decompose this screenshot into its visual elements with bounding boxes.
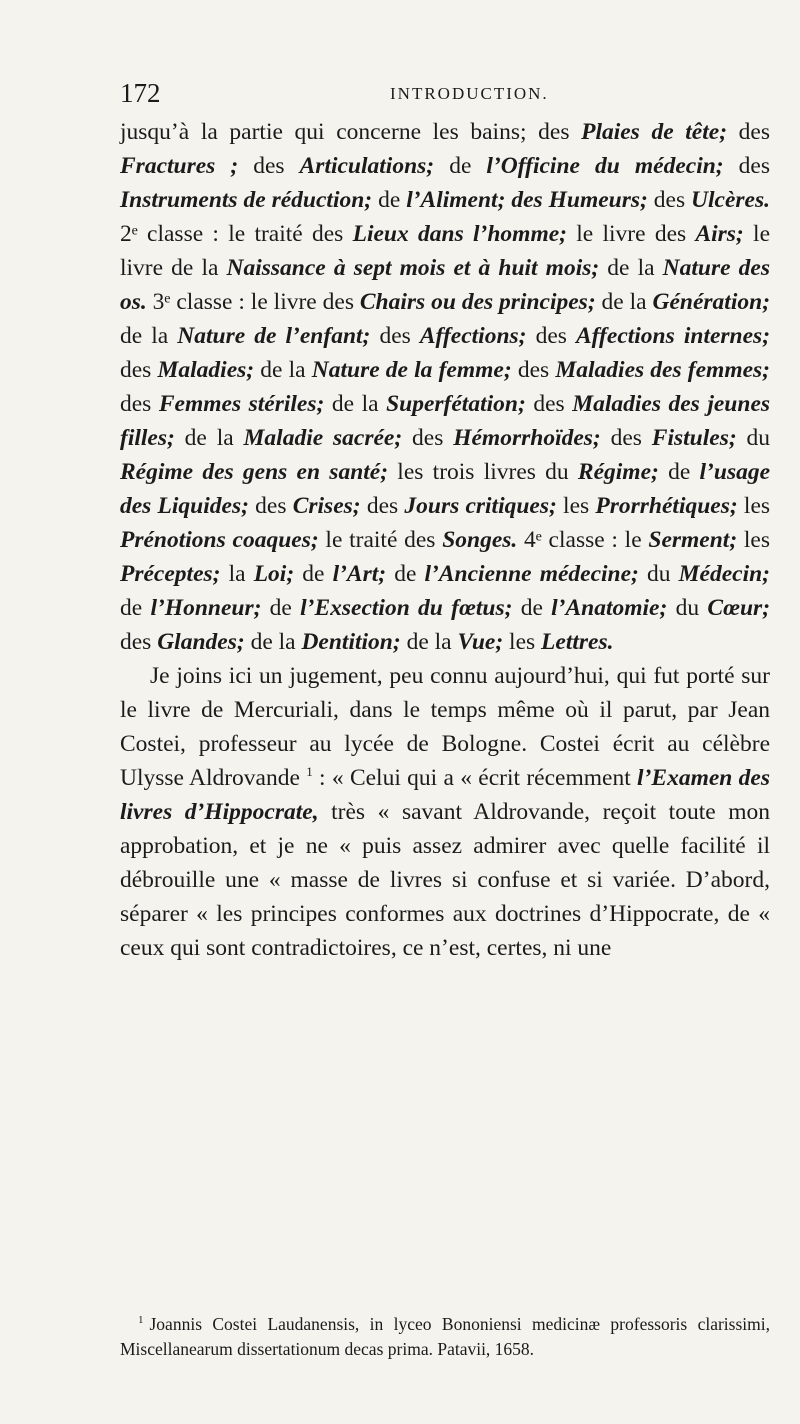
text-run: : « Celui qui a « écrit récemment: [312, 765, 638, 791]
text-run: des: [723, 153, 770, 179]
text-run: 2ᵉ classe : le traité des: [120, 221, 353, 247]
title-reference: Naissance à sept mois et à huit mois;: [226, 255, 600, 281]
title-reference: Fractures ;: [120, 153, 239, 179]
footnote-text: Joannis Costei Laudanensis, in lyceo Bononiensi medicinæ professoris clarissimi, Miscellanearum dissertationum decas prima. Patavii, 1658.: [120, 1313, 770, 1359]
text-run: de: [386, 561, 425, 587]
title-reference: Loi;: [253, 561, 295, 587]
title-reference: Articulations;: [299, 153, 435, 179]
text-run: le livre de la: [120, 221, 770, 281]
title-reference: l’Examen des livres d’Hippocrate,: [120, 765, 770, 825]
title-reference: Nature de la femme;: [311, 357, 512, 383]
title-reference: l’Aliment; des Humeurs;: [406, 187, 648, 213]
text-run: de la: [254, 357, 312, 383]
text-run: des: [120, 357, 158, 383]
text-run: Je joins ici un jugement, peu connu aujourd’hui, qui fut porté sur le livre de Mercuriali, dans le temps même où il parut, par Jean Costei, professeur au lycée de Bologne. Costei écrit au célèbre Ulysse Aldrovande: [120, 663, 770, 791]
title-reference: Chairs ou des principes;: [359, 289, 596, 315]
text-run: de: [120, 595, 151, 621]
title-reference: Affections;: [419, 323, 527, 349]
title-reference: Préceptes;: [120, 561, 221, 587]
text-run: des: [525, 391, 573, 417]
text-run: de: [658, 459, 700, 485]
footnote: [120, 1308, 770, 1362]
text-run: de la: [244, 629, 302, 655]
text-run: du: [736, 425, 771, 451]
title-reference: Hémorrhoïdes;: [453, 425, 601, 451]
title-reference: Maladies;: [157, 357, 255, 383]
title-reference: Régime;: [577, 459, 659, 485]
paragraph: [120, 115, 770, 659]
text-run: le traité des: [318, 527, 443, 553]
page-header: [120, 78, 760, 112]
text-run: de la: [400, 629, 458, 655]
text-run: les: [503, 629, 542, 655]
text-run: des: [370, 323, 420, 349]
text-run: de: [261, 595, 301, 621]
title-reference: Nature de l’enfant;: [177, 323, 371, 349]
title-reference: l’Honneur;: [150, 595, 262, 621]
page-number: 172: [120, 78, 161, 108]
text-run: très « savant Aldrovande, reçoit toute mon approbation, et je ne « puis assez admirer avec quelle facilité il débrouille une « masse de livres si confuse et si variée. D’abord, séparer « les principes conformes aux doctrines d’Hippocrate, de « ceux qui sont contradictoires, ce n’est, certes, ni une: [120, 799, 770, 961]
title-reference: Dentition;: [301, 629, 401, 655]
text-run: les: [737, 527, 771, 553]
text-run: des: [402, 425, 454, 451]
title-reference: Crises;: [292, 493, 361, 519]
text-run: les: [737, 493, 771, 519]
text-run: la: [220, 561, 254, 587]
text-run: de la: [324, 391, 387, 417]
title-reference: Ulcères.: [691, 187, 770, 213]
title-reference: Serment;: [648, 527, 738, 553]
text-run: du: [638, 561, 679, 587]
title-reference: Lieux dans l’homme;: [352, 221, 567, 247]
text-run: de la: [174, 425, 244, 451]
text-run: des: [120, 391, 159, 417]
title-reference: Affections internes;: [575, 323, 771, 349]
text-run: les: [556, 493, 596, 519]
text-run: des: [600, 425, 652, 451]
text-run: le livre des: [567, 221, 696, 247]
title-reference: Glandes;: [157, 629, 245, 655]
text-run: 3ᵉ classe : le livre des: [146, 289, 360, 315]
text-run: des: [248, 493, 293, 519]
title-reference: Nature des os.: [120, 255, 770, 315]
title-reference: Cœur;: [707, 595, 771, 621]
text-run: 4ᵉ classe : le: [517, 527, 649, 553]
title-reference: l’Anatomie;: [551, 595, 668, 621]
title-reference: Génération;: [652, 289, 771, 315]
title-reference: l’Officine du médecin;: [486, 153, 724, 179]
title-reference: l’usage des Liquides;: [120, 459, 771, 519]
text-run: les trois livres du: [388, 459, 578, 485]
text-run: de: [434, 153, 487, 179]
footnote-reference: 1: [306, 764, 313, 780]
title-reference: Songes.: [442, 527, 518, 553]
title-reference: Fistules;: [651, 425, 737, 451]
text-run: de la: [120, 323, 178, 349]
title-reference: Jours critiques;: [404, 493, 557, 519]
paragraph: [120, 659, 770, 965]
text-run: de la: [599, 255, 663, 281]
title-reference: Prénotions coaques;: [120, 527, 319, 553]
title-reference: Médecin;: [678, 561, 771, 587]
title-reference: l’Exsection du fœtus;: [300, 595, 513, 621]
title-reference: Superfétation;: [386, 391, 526, 417]
text-run: des: [238, 153, 300, 179]
title-reference: Vue;: [457, 629, 504, 655]
text-run: des: [511, 357, 556, 383]
title-reference: Prorrhétiques;: [595, 493, 738, 519]
title-reference: Instruments de réduction;: [120, 187, 373, 213]
text-run: des: [360, 493, 405, 519]
text-run: de la: [595, 289, 653, 315]
title-reference: Femmes stériles;: [158, 391, 325, 417]
footnote-marker: 1: [138, 1314, 144, 1326]
text-run: jusqu’à la partie qui concerne les bains; des: [120, 119, 582, 145]
text-run: de: [372, 187, 407, 213]
title-reference: Maladie sacrée;: [243, 425, 403, 451]
text-run: du: [667, 595, 708, 621]
title-reference: Maladies des femmes;: [555, 357, 771, 383]
title-reference: Plaies de tête;: [581, 119, 728, 145]
text-run: des: [120, 629, 158, 655]
text-run: des: [727, 119, 770, 145]
body-text: [120, 115, 770, 965]
text-run: de: [512, 595, 552, 621]
title-reference: Lettres.: [541, 629, 614, 655]
text-run: de: [294, 561, 333, 587]
title-reference: l’Ancienne médecine;: [424, 561, 639, 587]
title-reference: l’Art;: [332, 561, 387, 587]
title-reference: Maladies des jeunes filles;: [120, 391, 771, 451]
title-reference: Régime des gens en santé;: [120, 459, 389, 485]
text-run: des: [647, 187, 692, 213]
text-run: des: [526, 323, 576, 349]
running-head: INTRODUCTION.: [390, 84, 549, 103]
title-reference: Airs;: [695, 221, 744, 247]
